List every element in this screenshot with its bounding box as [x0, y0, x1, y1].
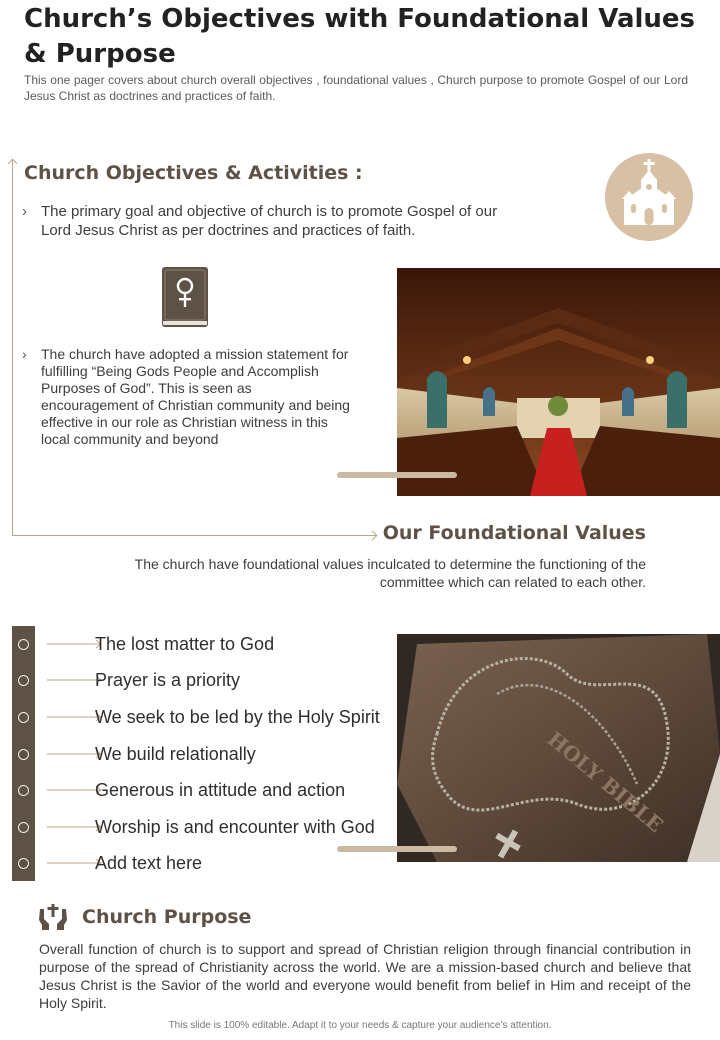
holy-bible-photo	[397, 634, 720, 862]
value-item-label: Worship is and encounter with God	[95, 817, 375, 837]
decorative-pill	[337, 472, 457, 478]
church-icon	[605, 153, 693, 241]
bracket-arrow-up-icon	[8, 159, 18, 169]
value-item	[12, 853, 412, 877]
circle-icon	[18, 712, 29, 723]
circle-icon	[18, 675, 29, 686]
church-interior-photo	[397, 268, 720, 496]
value-item	[12, 670, 412, 694]
church-purpose-text: Overall function of church is to support and spread of Christian religion through financial contribution in purpose of the spread of Christianity across the world. We are a mission-based church and believe that Jesus Christ is the Savior of the world and everyone would benefit from belief in Him and receipt of the Holy Spirit.	[39, 941, 691, 1011]
objective-item-1	[22, 202, 512, 240]
chevron-right-icon: ›	[22, 346, 27, 362]
objective-item-text: The primary goal and objective of church is to promote Gospel of our Lord Jesus Christ as per doctrines and practices of faith.	[41, 203, 498, 239]
circle-icon	[18, 749, 29, 760]
footer-note: This slide is 100% editable. Adapt it to your needs & capture your audience’s attention.	[168, 1020, 552, 1031]
objectives-heading: Church Objectives & Activities :	[24, 162, 363, 184]
value-item	[12, 707, 412, 731]
foundational-values-description: The church have foundational values inculcated to determine the functioning of the committee which can related to each other.	[134, 556, 646, 590]
circle-icon	[18, 822, 29, 833]
value-item-label: Prayer is a priority	[95, 670, 241, 690]
foundational-values-heading: Our Foundational Values	[382, 522, 646, 544]
value-item	[12, 817, 412, 841]
circle-icon	[18, 858, 29, 869]
value-item	[12, 744, 412, 768]
objective-item-text: The church have adopted a mission statement for fulfilling “Being Gods People and Accomplish Purposes of God”. This is seen as encouragement of Christian community and being effective in our role as Christian witness in this local community and beyond	[41, 346, 350, 447]
decorative-pill	[337, 846, 457, 852]
value-item-label: Generous in attitude and action	[95, 780, 346, 800]
page-subtitle: This one pager covers about church overall objectives , foundational values , Church purpose to promote Gospel of our Lord Jesus Christ as doctrines and practices of faith.	[24, 73, 688, 103]
praying-hands-cross-icon	[38, 903, 68, 931]
objective-item-2	[22, 346, 352, 448]
value-item	[12, 634, 412, 658]
bracket-vertical-line	[12, 160, 13, 536]
bible-icon	[160, 265, 210, 329]
church-purpose-heading: Church Purpose	[82, 906, 252, 928]
bible-cover-text: HOLY BIBLE	[542, 726, 668, 838]
circle-icon	[18, 785, 29, 796]
value-item	[12, 780, 412, 804]
circle-icon	[18, 639, 29, 650]
chevron-right-icon: ›	[22, 203, 27, 220]
value-item-label: Add text here	[95, 853, 203, 873]
page-title: Church’s Objectives with Foundational Values & Purpose	[24, 4, 696, 69]
value-item-label: The lost matter to God	[95, 634, 275, 654]
value-item-label: We seek to be led by the Holy Spirit	[95, 707, 380, 727]
value-item-label: We build relationally	[95, 744, 256, 764]
